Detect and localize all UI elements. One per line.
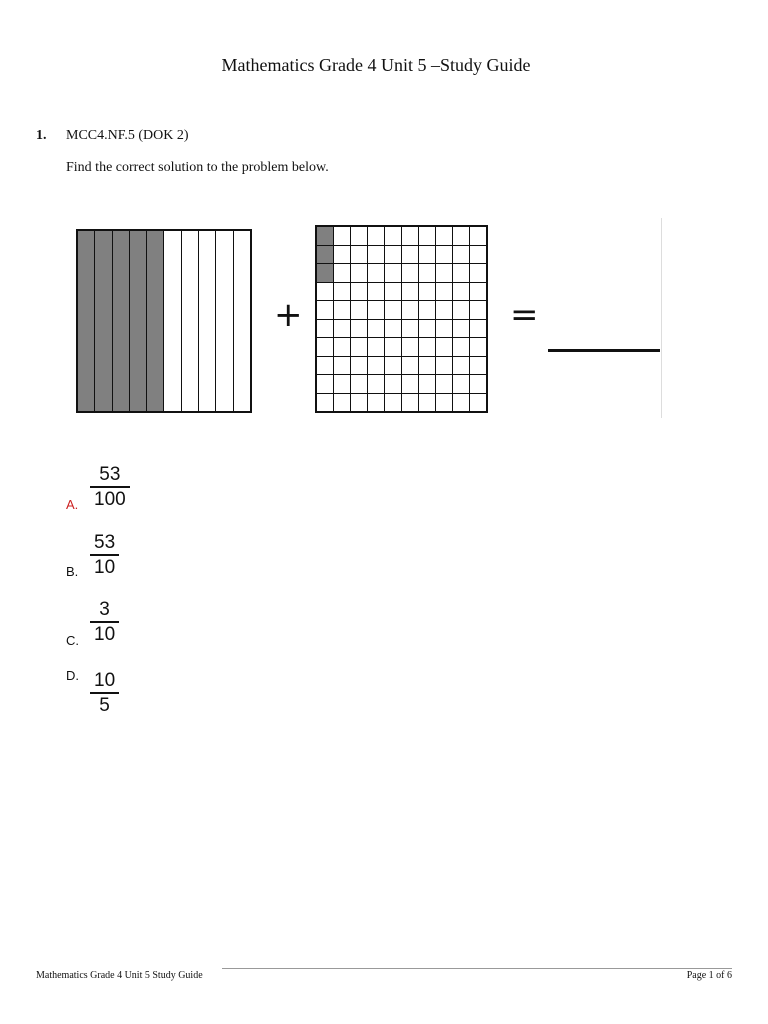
hundredths-cell: [368, 301, 384, 319]
hundredths-cell: [470, 394, 486, 412]
choice-letter[interactable]: B.: [66, 564, 79, 579]
hundredths-cell: [436, 357, 452, 375]
fraction-denominator: 100: [94, 488, 126, 510]
hundredths-cell: [317, 394, 333, 412]
hundredths-cell: [470, 357, 486, 375]
plus-sign: +: [274, 295, 303, 335]
hundredths-cell: [419, 246, 435, 264]
hundredths-cell: [453, 301, 469, 319]
hundredths-cell: [334, 283, 350, 301]
hundredths-cell: [402, 338, 418, 356]
tenths-column-shaded: [78, 231, 94, 411]
choice-letter[interactable]: D.: [66, 668, 79, 683]
hundredths-cell: [470, 227, 486, 245]
hundredths-cell: [334, 246, 350, 264]
choice-fraction[interactable]: [90, 464, 130, 510]
fraction-numerator: 53: [94, 532, 116, 553]
hundredths-cell: [334, 357, 350, 375]
hundredths-cell: [368, 283, 384, 301]
question-standard: MCC4.NF.5 (DOK 2): [66, 128, 189, 143]
hundredths-cell-shaded: [317, 227, 333, 245]
hundredths-cell: [402, 357, 418, 375]
fraction-bar: [90, 554, 119, 556]
hundredths-cell: [317, 375, 333, 393]
question-prompt: Find the correct solution to the problem below.: [66, 160, 329, 175]
hundredths-cell: [470, 283, 486, 301]
tenths-column: [234, 231, 250, 411]
hundredths-cell: [436, 375, 452, 393]
hundredths-cell: [385, 264, 401, 282]
hundredths-cell: [334, 338, 350, 356]
fraction-denominator: 10: [94, 556, 116, 578]
hundredths-cell: [334, 394, 350, 412]
hundredths-cell: [351, 227, 367, 245]
hundredths-cell: [368, 320, 384, 338]
hundredths-cell: [351, 301, 367, 319]
hundredths-model: [315, 225, 488, 413]
hundredths-cell: [351, 357, 367, 375]
hundredths-cell: [351, 264, 367, 282]
figure-edge-divider: [661, 218, 662, 418]
hundredths-cell: [470, 301, 486, 319]
fraction-bar: [90, 486, 130, 488]
hundredths-cell: [453, 246, 469, 264]
hundredths-cell: [385, 301, 401, 319]
hundredths-cell-shaded: [317, 264, 333, 282]
equals-sign: =: [510, 295, 539, 335]
tenths-column: [182, 231, 198, 411]
hundredths-cell: [334, 301, 350, 319]
hundredths-cell: [419, 320, 435, 338]
tenths-column-shaded: [95, 231, 111, 411]
hundredths-cell: [317, 357, 333, 375]
tenths-column-shaded: [147, 231, 163, 411]
hundredths-cell: [402, 375, 418, 393]
choice-letter[interactable]: C.: [66, 633, 79, 648]
tenths-model: [76, 229, 252, 413]
tenths-column: [164, 231, 180, 411]
hundredths-cell: [470, 320, 486, 338]
footer-page-number: Page 1 of 6: [686, 970, 732, 981]
hundredths-cell: [419, 375, 435, 393]
footer-divider: [222, 968, 732, 969]
hundredths-cell: [317, 320, 333, 338]
choice-fraction[interactable]: [90, 532, 119, 578]
tenths-column: [199, 231, 215, 411]
hundredths-cell: [368, 264, 384, 282]
hundredths-cell: [436, 338, 452, 356]
hundredths-cell: [419, 338, 435, 356]
hundredths-cell: [368, 246, 384, 264]
hundredths-cell: [385, 227, 401, 245]
hundredths-cell: [351, 375, 367, 393]
hundredths-cell: [436, 394, 452, 412]
hundredths-cell: [351, 246, 367, 264]
hundredths-cell: [385, 357, 401, 375]
hundredths-cell: [453, 394, 469, 412]
hundredths-cell: [334, 264, 350, 282]
hundredths-cell: [368, 338, 384, 356]
hundredths-cell: [419, 227, 435, 245]
hundredths-cell: [368, 227, 384, 245]
hundredths-cell: [419, 283, 435, 301]
tenths-column-shaded: [130, 231, 146, 411]
hundredths-cell: [402, 227, 418, 245]
hundredths-cell: [317, 301, 333, 319]
hundredths-cell: [402, 394, 418, 412]
hundredths-cell: [470, 375, 486, 393]
hundredths-cell: [385, 246, 401, 264]
fraction-bar: [90, 621, 119, 623]
hundredths-cell: [368, 394, 384, 412]
fraction-denominator: 5: [99, 694, 110, 716]
hundredths-cell: [470, 264, 486, 282]
hundredths-cell: [402, 301, 418, 319]
hundredths-cell: [453, 338, 469, 356]
hundredths-cell: [453, 375, 469, 393]
fraction-denominator: 10: [94, 623, 116, 645]
choice-fraction[interactable]: [90, 599, 119, 645]
hundredths-cell: [385, 338, 401, 356]
hundredths-cell: [402, 283, 418, 301]
hundredths-cell: [419, 357, 435, 375]
hundredths-cell: [317, 338, 333, 356]
hundredths-cell: [402, 264, 418, 282]
hundredths-cell: [453, 227, 469, 245]
hundredths-cell: [385, 320, 401, 338]
hundredths-cell: [436, 301, 452, 319]
fraction-numerator: 53: [99, 464, 121, 485]
hundredths-cell: [453, 283, 469, 301]
hundredths-cell: [368, 375, 384, 393]
choice-letter[interactable]: A.: [66, 497, 79, 512]
tenths-column: [216, 231, 232, 411]
fraction-bar: [90, 692, 119, 694]
tenths-column-shaded: [113, 231, 129, 411]
hundredths-cell: [385, 394, 401, 412]
hundredths-cell-shaded: [317, 246, 333, 264]
hundredths-cell: [317, 283, 333, 301]
hundredths-cell: [419, 264, 435, 282]
answer-blank-line: [548, 349, 660, 352]
footer-doc-title: Mathematics Grade 4 Unit 5 Study Guide: [36, 970, 203, 981]
hundredths-cell: [402, 320, 418, 338]
hundredths-cell: [436, 264, 452, 282]
page-title: Mathematics Grade 4 Unit 5 –Study Guide: [221, 55, 531, 75]
fraction-numerator: 3: [99, 599, 110, 620]
hundredths-cell: [470, 246, 486, 264]
hundredths-cell: [436, 246, 452, 264]
hundredths-cell: [368, 357, 384, 375]
hundredths-cell: [334, 320, 350, 338]
question-number: 1.: [36, 128, 47, 143]
hundredths-cell: [436, 320, 452, 338]
hundredths-cell: [385, 283, 401, 301]
hundredths-cell: [385, 375, 401, 393]
hundredths-cell: [453, 264, 469, 282]
hundredths-cell: [402, 246, 418, 264]
hundredths-cell: [334, 375, 350, 393]
hundredths-cell: [470, 338, 486, 356]
choice-fraction[interactable]: [90, 670, 119, 716]
hundredths-cell: [436, 227, 452, 245]
hundredths-cell: [419, 301, 435, 319]
hundredths-cell: [436, 283, 452, 301]
hundredths-cell: [453, 357, 469, 375]
hundredths-cell: [351, 283, 367, 301]
hundredths-cell: [351, 320, 367, 338]
fraction-numerator: 10: [94, 670, 116, 691]
hundredths-cell: [453, 320, 469, 338]
hundredths-cell: [351, 338, 367, 356]
hundredths-cell: [334, 227, 350, 245]
hundredths-cell: [351, 394, 367, 412]
hundredths-cell: [419, 394, 435, 412]
